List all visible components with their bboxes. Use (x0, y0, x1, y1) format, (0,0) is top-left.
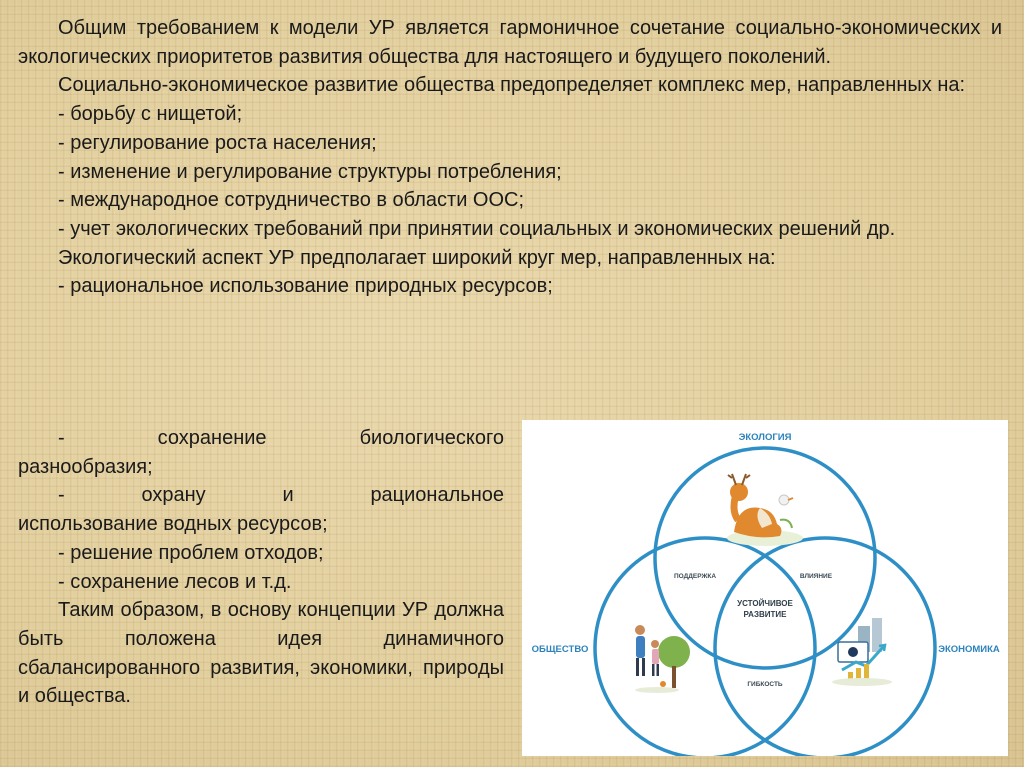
list-word: биологического (359, 427, 504, 449)
center-label-line1: УСТОЙЧИВОЕ (737, 599, 793, 608)
paragraph-harmony: Общим требованием к модели УР является гармоничное сочетание социально-экономических и экологических приоритетов развития общества для настоящего и будущего поколений. (18, 17, 1002, 68)
list-item-water (18, 481, 504, 510)
list-word: охрану (141, 484, 206, 507)
flexibility-label: ГИБКОСТЬ (747, 681, 783, 688)
paragraph-ecological: Экологический аспект УР предполагает широкий круг мер, направленных на: (58, 246, 776, 269)
list-item: - международное сотрудничество в области ООС; (58, 189, 525, 212)
list-word: и (282, 484, 294, 507)
support-label: ПОДДЕРЖКА (673, 573, 717, 580)
sustainable-development-diagram (522, 420, 1008, 756)
intro-text-block (18, 14, 1002, 301)
list-item: - борьбу с нищетой; (58, 103, 243, 126)
list-word: сохранение (157, 427, 267, 449)
influence-label: ВЛИЯНИЕ (799, 573, 833, 580)
ecology-circle (655, 448, 875, 668)
list-word: рациональное (370, 484, 504, 507)
deer-illustration (727, 474, 803, 546)
center-label-line2: РАЗВИТИЕ (743, 610, 787, 619)
paragraph-conclusion: Таким образом, в основу концепции УР должна быть положена идея динамичного сбалансированного развития, экономики, природы и общества. (18, 599, 504, 708)
list-item-biodiversity (18, 424, 504, 453)
list-item: - регулирование роста населения; (58, 131, 377, 154)
ecology-measures-block (18, 424, 504, 711)
list-word: - (58, 484, 65, 507)
economy-label: ЭКОНОМИКА (938, 644, 1000, 655)
list-item-continuation: разнообразия; (18, 455, 153, 478)
list-item-forest: - сохранение лесов и т.д. (58, 570, 292, 593)
list-item-waste: - решение проблем отходов; (58, 541, 324, 564)
economy-circle (715, 538, 935, 756)
list-item-continuation: использование водных ресурсов; (18, 513, 328, 536)
ecology-label: ЭКОЛОГИЯ (738, 432, 792, 443)
society-label: ОБЩЕСТВО (531, 644, 589, 655)
list-item: - изменение и регулирование структуры потребления; (58, 160, 562, 183)
economy-illustration (832, 618, 892, 686)
list-item: - рациональное использование природных ресурсов; (58, 275, 553, 298)
paragraph-socio-economic: Социально-экономическое развитие общества предопределяет комплекс мер, направленных на: (58, 74, 966, 97)
society-circle (595, 538, 815, 756)
people-illustration (635, 625, 690, 693)
list-item: - учет экологических требований при принятии социальных и экономических решений др. (58, 217, 896, 240)
list-word: - (58, 427, 65, 449)
